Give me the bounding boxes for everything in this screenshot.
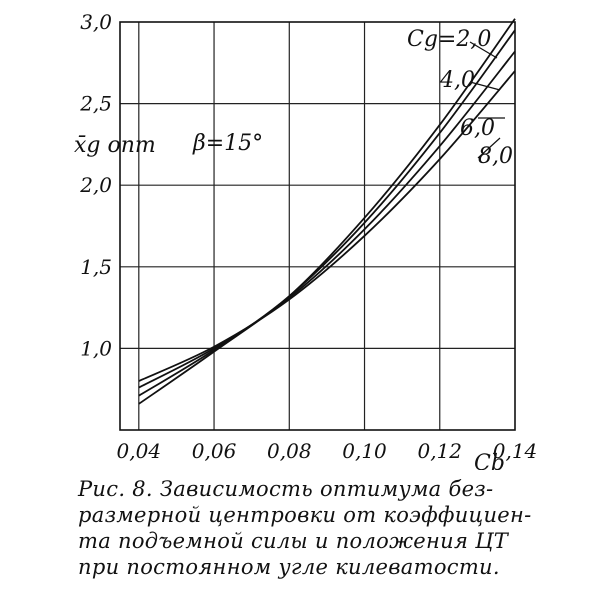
caption-line: та подъемной силы и положения ЦТ	[78, 529, 509, 553]
x-axis-label: Cb	[474, 451, 505, 470]
caption-line: при постоянном угле килеватости.	[78, 555, 500, 579]
caption-line: Рис. 8. Зависимость оптимума без-	[78, 477, 494, 501]
beta-annotation: β=15°	[193, 131, 264, 156]
y-tick-label: 1,0	[80, 336, 112, 361]
x-tick-label: 0,06	[191, 439, 237, 463]
series-label-cg-4: 4,0	[440, 68, 475, 93]
series-label-cg-2: Cg=2,0	[407, 27, 492, 52]
caption-line: размерной центровки от коэффициен-	[78, 503, 532, 527]
series-label-cg-8: 8,0	[478, 144, 513, 169]
y-axis-label: x̄g опт	[74, 133, 156, 158]
y-tick-label: 3,0	[80, 10, 112, 34]
y-tick-label: 2,5	[80, 91, 112, 116]
series-label-cg-6: 6,0	[460, 116, 495, 141]
x-tick-label: 0,14	[492, 439, 538, 463]
x-tick-label: 0,10	[342, 439, 387, 463]
y-tick-label: 1,5	[80, 254, 112, 279]
x-tick-label: 0,04	[116, 439, 162, 463]
x-tick-label: 0,12	[417, 439, 463, 463]
y-tick-label: 2,0	[80, 173, 112, 198]
series-line	[139, 71, 515, 381]
figure-caption	[78, 476, 558, 580]
series-line	[139, 51, 515, 387]
y-tick-labels	[79, 10, 112, 360]
x-tick-label: 0,08	[267, 439, 312, 463]
